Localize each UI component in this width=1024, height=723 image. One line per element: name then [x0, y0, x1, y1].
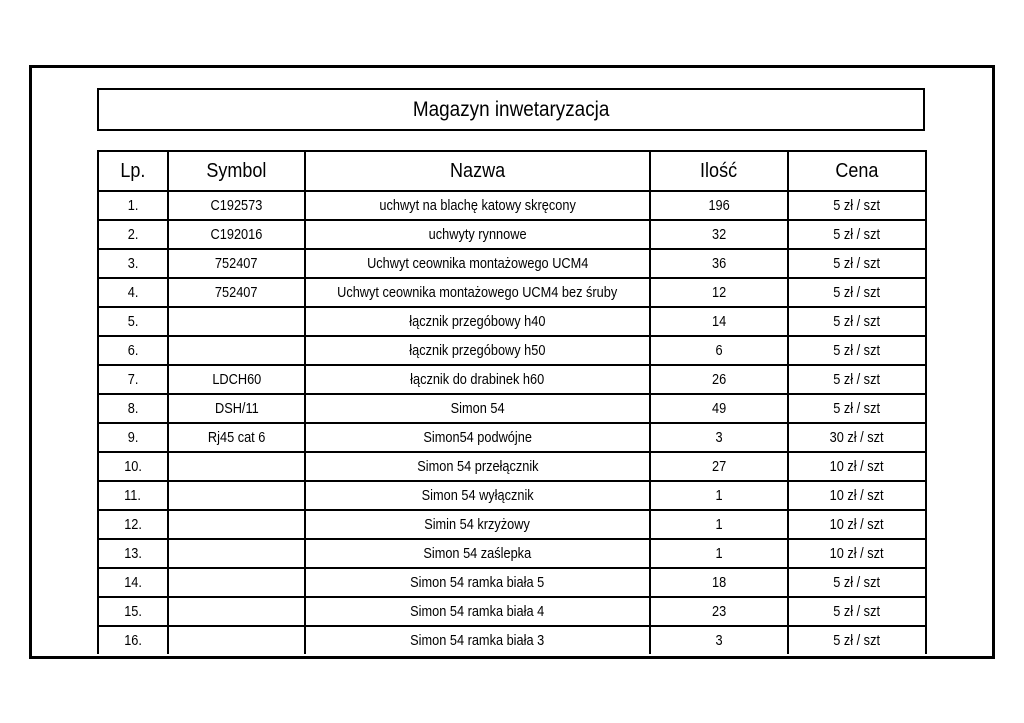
- header-qty: Ilość: [650, 151, 788, 191]
- cell-symbol: 752407: [168, 249, 305, 278]
- cell-name: uchwyty rynnowe: [305, 220, 650, 249]
- cell-name: Simon 54 ramka biała 5: [305, 568, 650, 597]
- table-row: [98, 568, 926, 597]
- cell-name: Simon 54 ramka biała 3: [305, 626, 650, 654]
- cell-symbol: 752407: [168, 278, 305, 307]
- cell-qty: 196: [650, 191, 788, 220]
- cell-price: 30 zł / szt: [788, 423, 926, 452]
- cell-price: 10 zł / szt: [788, 481, 926, 510]
- cell-name: Uchwyt ceownika montażowego UCM4: [305, 249, 650, 278]
- cell-qty: 27: [650, 452, 788, 481]
- cell-qty: 1: [650, 510, 788, 539]
- cell-qty: 23: [650, 597, 788, 626]
- cell-lp: 1.: [98, 191, 168, 220]
- cell-price: 5 zł / szt: [788, 249, 926, 278]
- cell-qty: 32: [650, 220, 788, 249]
- cell-qty: 6: [650, 336, 788, 365]
- cell-symbol: [168, 597, 305, 626]
- cell-name: Simon 54 wyłącznik: [305, 481, 650, 510]
- table-row: [98, 481, 926, 510]
- cell-symbol: DSH/11: [168, 394, 305, 423]
- cell-lp: 16.: [98, 626, 168, 654]
- cell-name: uchwyt na blachę katowy skręcony: [305, 191, 650, 220]
- cell-price: 5 zł / szt: [788, 336, 926, 365]
- cell-symbol: C192016: [168, 220, 305, 249]
- cell-lp: 14.: [98, 568, 168, 597]
- cell-symbol: [168, 539, 305, 568]
- cell-qty: 3: [650, 423, 788, 452]
- cell-qty: 3: [650, 626, 788, 654]
- table-row: [98, 249, 926, 278]
- header-price: Cena: [788, 151, 926, 191]
- cell-lp: 4.: [98, 278, 168, 307]
- cell-name: Simon54 podwójne: [305, 423, 650, 452]
- cell-price: 5 zł / szt: [788, 307, 926, 336]
- cell-qty: 1: [650, 481, 788, 510]
- table-row: [98, 626, 926, 654]
- table-row: [98, 539, 926, 568]
- cell-lp: 10.: [98, 452, 168, 481]
- header-lp: Lp.: [98, 151, 168, 191]
- table-row: [98, 510, 926, 539]
- cell-symbol: [168, 626, 305, 654]
- cell-qty: 12: [650, 278, 788, 307]
- table-body: [98, 191, 926, 654]
- cell-name: łącznik przegóbowy h50: [305, 336, 650, 365]
- cell-name: łącznik przegóbowy h40: [305, 307, 650, 336]
- table-row: [98, 394, 926, 423]
- cell-price: 5 zł / szt: [788, 626, 926, 654]
- table-header-row: [98, 151, 926, 191]
- cell-name: Simon 54 przełącznik: [305, 452, 650, 481]
- cell-qty: 18: [650, 568, 788, 597]
- cell-price: 5 zł / szt: [788, 278, 926, 307]
- cell-name: łącznik do drabinek h60: [305, 365, 650, 394]
- cell-lp: 11.: [98, 481, 168, 510]
- cell-price: 5 zł / szt: [788, 568, 926, 597]
- table-row: [98, 278, 926, 307]
- cell-lp: 8.: [98, 394, 168, 423]
- table-row: [98, 307, 926, 336]
- cell-symbol: [168, 568, 305, 597]
- cell-lp: 3.: [98, 249, 168, 278]
- cell-name: Simin 54 krzyżowy: [305, 510, 650, 539]
- cell-lp: 12.: [98, 510, 168, 539]
- cell-lp: 6.: [98, 336, 168, 365]
- cell-symbol: C192573: [168, 191, 305, 220]
- cell-name: Uchwyt ceownika montażowego UCM4 bez śruby: [305, 278, 650, 307]
- document-title: Magazyn inwetaryzacja: [412, 97, 610, 121]
- cell-symbol: LDCH60: [168, 365, 305, 394]
- table-row: [98, 336, 926, 365]
- cell-symbol: [168, 336, 305, 365]
- table-row: [98, 452, 926, 481]
- cell-price: 5 zł / szt: [788, 365, 926, 394]
- table-row: [98, 597, 926, 626]
- cell-lp: 9.: [98, 423, 168, 452]
- document-title-box: [97, 88, 925, 131]
- cell-qty: 49: [650, 394, 788, 423]
- cell-price: 10 zł / szt: [788, 539, 926, 568]
- inventory-table: [97, 150, 927, 654]
- cell-price: 10 zł / szt: [788, 452, 926, 481]
- cell-name: Simon 54 zaślepka: [305, 539, 650, 568]
- cell-price: 5 zł / szt: [788, 597, 926, 626]
- cell-symbol: [168, 307, 305, 336]
- cell-symbol: [168, 510, 305, 539]
- cell-qty: 1: [650, 539, 788, 568]
- table-row: [98, 191, 926, 220]
- cell-lp: 7.: [98, 365, 168, 394]
- cell-price: 5 zł / szt: [788, 220, 926, 249]
- cell-qty: 26: [650, 365, 788, 394]
- cell-lp: 13.: [98, 539, 168, 568]
- table-row: [98, 423, 926, 452]
- header-name: Nazwa: [305, 151, 650, 191]
- cell-price: 5 zł / szt: [788, 191, 926, 220]
- table-row: [98, 220, 926, 249]
- cell-name: Simon 54 ramka biała 4: [305, 597, 650, 626]
- cell-qty: 36: [650, 249, 788, 278]
- cell-symbol: Rj45 cat 6: [168, 423, 305, 452]
- cell-lp: 2.: [98, 220, 168, 249]
- cell-symbol: [168, 481, 305, 510]
- cell-lp: 15.: [98, 597, 168, 626]
- cell-symbol: [168, 452, 305, 481]
- cell-qty: 14: [650, 307, 788, 336]
- cell-lp: 5.: [98, 307, 168, 336]
- cell-price: 5 zł / szt: [788, 394, 926, 423]
- header-symbol: Symbol: [168, 151, 305, 191]
- cell-name: Simon 54: [305, 394, 650, 423]
- cell-price: 10 zł / szt: [788, 510, 926, 539]
- table-row: [98, 365, 926, 394]
